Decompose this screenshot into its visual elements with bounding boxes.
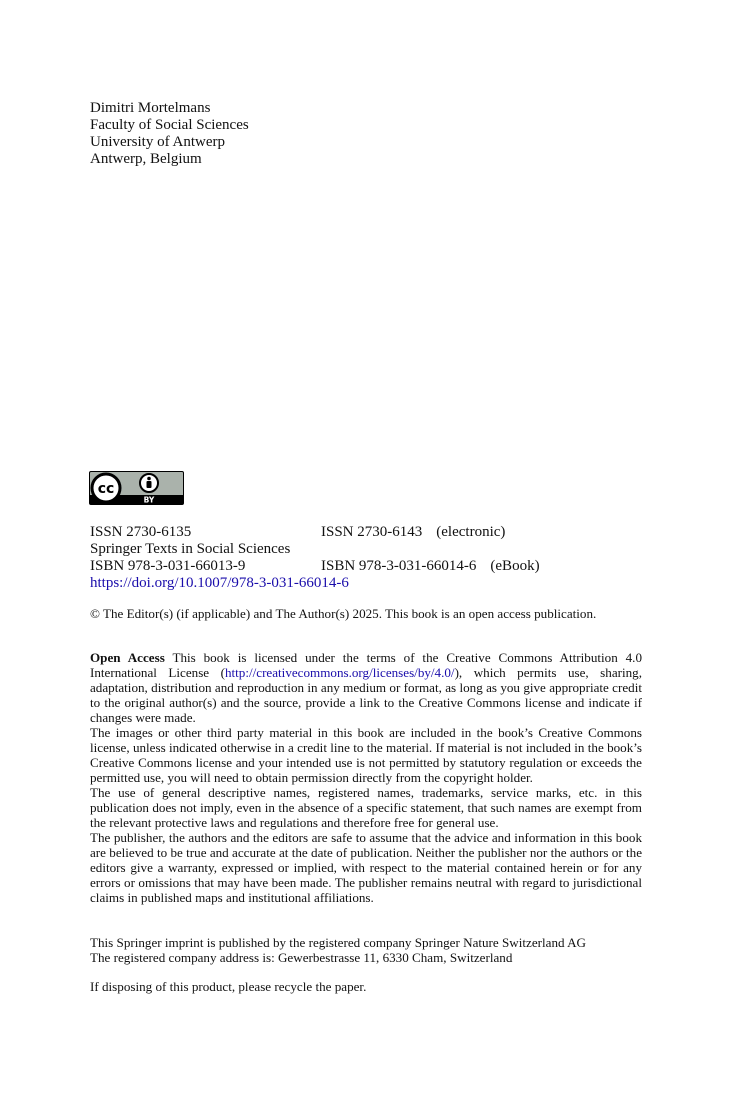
author-name: Dimitri Mortelmans — [90, 100, 211, 116]
open-access-text-after-link: ), which permits use, sharing, adaptation, distribution and reproduction in any medium or format, as long as you give appropriate credit to the original author(s) and the source, provide a link to the Creative Commons license and indicate if changes were made. — [90, 665, 642, 725]
isbn-row — [90, 558, 650, 575]
series-row — [90, 541, 650, 558]
author-block — [90, 100, 249, 168]
open-access-paragraph-2: The images or other third party material in this book are included in the book’s Creative Commons license, unless indicated otherwise in a credit line to the material. If material is not included in the book’s Creative Commons license and your intended use is not permitted by statutory regulation or exceeds the permitted use, you will need to obtain permission directly from the copyright holder. — [90, 725, 642, 785]
issn-electronic: ISSN 2730-6143 — [321, 524, 423, 540]
author-university: University of Antwerp — [90, 134, 225, 150]
imprint-block — [90, 935, 650, 965]
author-location: Antwerp, Belgium — [90, 151, 202, 167]
isbn-ebook-group — [321, 558, 540, 575]
isbn-ebook: ISBN 978-3-031-66014-6 — [321, 558, 477, 574]
open-access-paragraph-3: The use of general descriptive names, registered names, trademarks, service marks, etc. in this publication does not imply, even in the absence of a specific statement, that such names are exempt from the relevant protective laws and regulations and therefore free for general use. — [90, 785, 642, 830]
recycle-notice: If disposing of this product, please recycle the paper. — [90, 979, 367, 994]
license-link[interactable]: http://creativecommons.org/licenses/by/4.0/ — [224, 665, 455, 680]
doi-row — [90, 575, 650, 592]
open-access-section — [90, 650, 642, 905]
doi-link[interactable]: https://doi.org/10.1007/978-3-031-66014-6 — [90, 575, 349, 591]
author-faculty: Faculty of Social Sciences — [90, 117, 249, 133]
isbn-ebook-label: (eBook) — [490, 558, 540, 574]
by-text: BY — [143, 495, 155, 505]
issn-print: ISSN 2730-6135 — [90, 524, 192, 540]
open-access-paragraph-1 — [90, 650, 642, 725]
cc-by-license-icon — [89, 471, 184, 505]
copyright-notice: © The Editor(s) (if applicable) and The Author(s) 2025. This book is an open access publication. — [90, 606, 597, 621]
cc-text: cc — [97, 481, 115, 497]
issn-row — [90, 524, 650, 541]
series-title: Springer Texts in Social Sciences — [90, 541, 291, 557]
issn-electronic-label: (electronic) — [436, 524, 506, 540]
issn-electronic-group — [321, 524, 505, 541]
identifiers-block — [90, 524, 650, 592]
by-person-body — [147, 481, 152, 488]
open-access-paragraph-4: The publisher, the authors and the editors are safe to assume that the advice and information in this book are believed to be true and accurate at the date of publication. Neither the publisher nor the authors or the editors give a warranty, expressed or implied, with respect to the material contained herein or for any errors or omissions that may have been made. The publisher remains neutral with regard to jurisdictional claims in published maps and institutional affiliations. — [90, 830, 642, 905]
open-access-heading: Open Access — [90, 650, 165, 665]
imprint-line-1: This Springer imprint is published by the registered company Springer Nature Switzerland AG — [90, 935, 587, 950]
isbn-print: ISBN 978-3-031-66013-9 — [90, 558, 246, 574]
open-access-text-before-link: This book is licensed under the terms of the Creative Commons Attribution 4.0 International License ( — [90, 650, 642, 680]
by-person-head — [147, 477, 151, 481]
imprint-line-2: The registered company address is: Gewerbestrasse 11, 6330 Cham, Switzerland — [90, 950, 513, 965]
